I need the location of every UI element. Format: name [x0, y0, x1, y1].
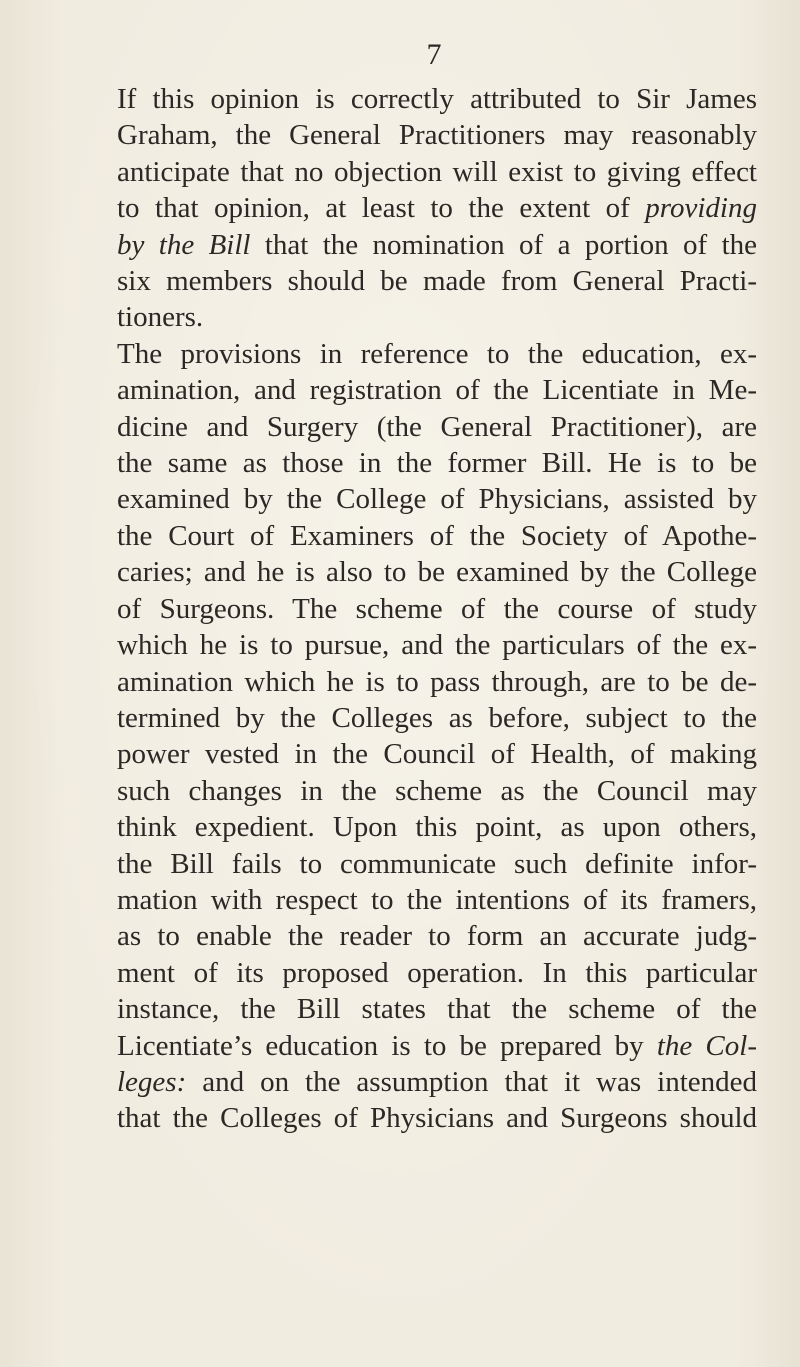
- text-line: [117, 481, 757, 517]
- text-line: [117, 846, 757, 882]
- text-line: [117, 554, 757, 590]
- text-segment: amination which he is to pass through, are to be de-: [117, 665, 757, 698]
- text-segment: that the nomination of a portion of the: [250, 228, 757, 261]
- text-segment: caries; and he is also to be examined by the College: [117, 556, 757, 589]
- page-number: 7: [426, 38, 442, 71]
- text-segment: If this opinion is correctly attributed to Sir James: [117, 83, 757, 115]
- text-line: [117, 591, 757, 627]
- text-segment: Licentiate’s education is to be prepared by: [117, 1029, 657, 1062]
- text-line: [117, 445, 757, 481]
- text-line: [117, 700, 757, 736]
- text-line: [117, 190, 757, 226]
- text-segment: six members should be made from General Practi-: [117, 265, 757, 298]
- text-line: [117, 955, 757, 991]
- text-segment: mation with respect to the intentions of its framers,: [117, 883, 757, 916]
- text-segment: such changes in the scheme as the Council may: [117, 774, 757, 807]
- text-line: [117, 299, 757, 335]
- text-line: [117, 918, 757, 954]
- text-line: [117, 518, 757, 554]
- text-segment: the same as those in the former Bill. He is to be: [117, 447, 757, 480]
- text-segment: of Surgeons. The scheme of the course of study: [117, 592, 757, 625]
- text-segment: to that opinion, at least to the extent of: [117, 192, 646, 225]
- text-line: [117, 81, 757, 117]
- text-segment: as to enable the reader to form an accurate judg-: [117, 920, 757, 953]
- text-line: [117, 409, 757, 445]
- text-line: [117, 1064, 757, 1100]
- text-line: [117, 773, 757, 809]
- italic-text: by the Bill: [117, 228, 251, 261]
- text-segment: that the Colleges of Physicians and Surgeons should: [117, 1102, 757, 1135]
- italic-text: leges:: [117, 1065, 187, 1098]
- text-segment: think expedient. Upon this point, as upon others,: [117, 811, 757, 844]
- text-segment: termined by the Colleges as before, subject to the: [117, 701, 757, 734]
- text-line: [117, 664, 757, 700]
- text-segment: examined by the College of Physicians, assisted by: [117, 483, 757, 516]
- text-segment: power vested in the Council of Health, of making: [117, 738, 757, 771]
- text-line: [117, 882, 757, 918]
- text-segment: Graham, the General Practitioners may reasonably: [117, 119, 757, 152]
- text-line: [117, 154, 757, 190]
- text-line: [117, 1100, 757, 1136]
- text-line: [117, 263, 757, 299]
- text-segment: dicine and Surgery (the General Practitioner), are: [117, 410, 757, 443]
- text-segment: instance, the Bill states that the scheme of the: [117, 993, 757, 1026]
- text-line: [117, 991, 757, 1027]
- body-text: [117, 81, 757, 1137]
- text-segment: the Bill fails to communicate such definite infor-: [117, 847, 757, 880]
- text-segment: amination, and registration of the Licentiate in Me-: [117, 374, 757, 407]
- text-line: [117, 117, 757, 153]
- text-line: [117, 1028, 757, 1064]
- text-segment: tioners.: [117, 301, 204, 334]
- text-line: [117, 809, 757, 845]
- italic-text: providing: [645, 192, 757, 225]
- text-segment: which he is to pursue, and the particulars of the ex-: [117, 629, 757, 662]
- text-segment: anticipate that no objection will exist to giving effect: [117, 155, 757, 188]
- text-segment: ment of its proposed operation. In this particular: [117, 956, 757, 989]
- italic-text: the Col-: [656, 1029, 757, 1062]
- text-line: [117, 736, 757, 772]
- text-segment: the Court of Examiners of the Society of Apothe-: [117, 519, 757, 552]
- text-line: [117, 372, 757, 408]
- text-line: [117, 336, 757, 372]
- text-line: [117, 227, 757, 263]
- text-segment: The provisions in reference to the education, ex-: [117, 337, 757, 370]
- text-line: [117, 627, 757, 663]
- text-segment: and on the assumption that it was intended: [186, 1065, 757, 1098]
